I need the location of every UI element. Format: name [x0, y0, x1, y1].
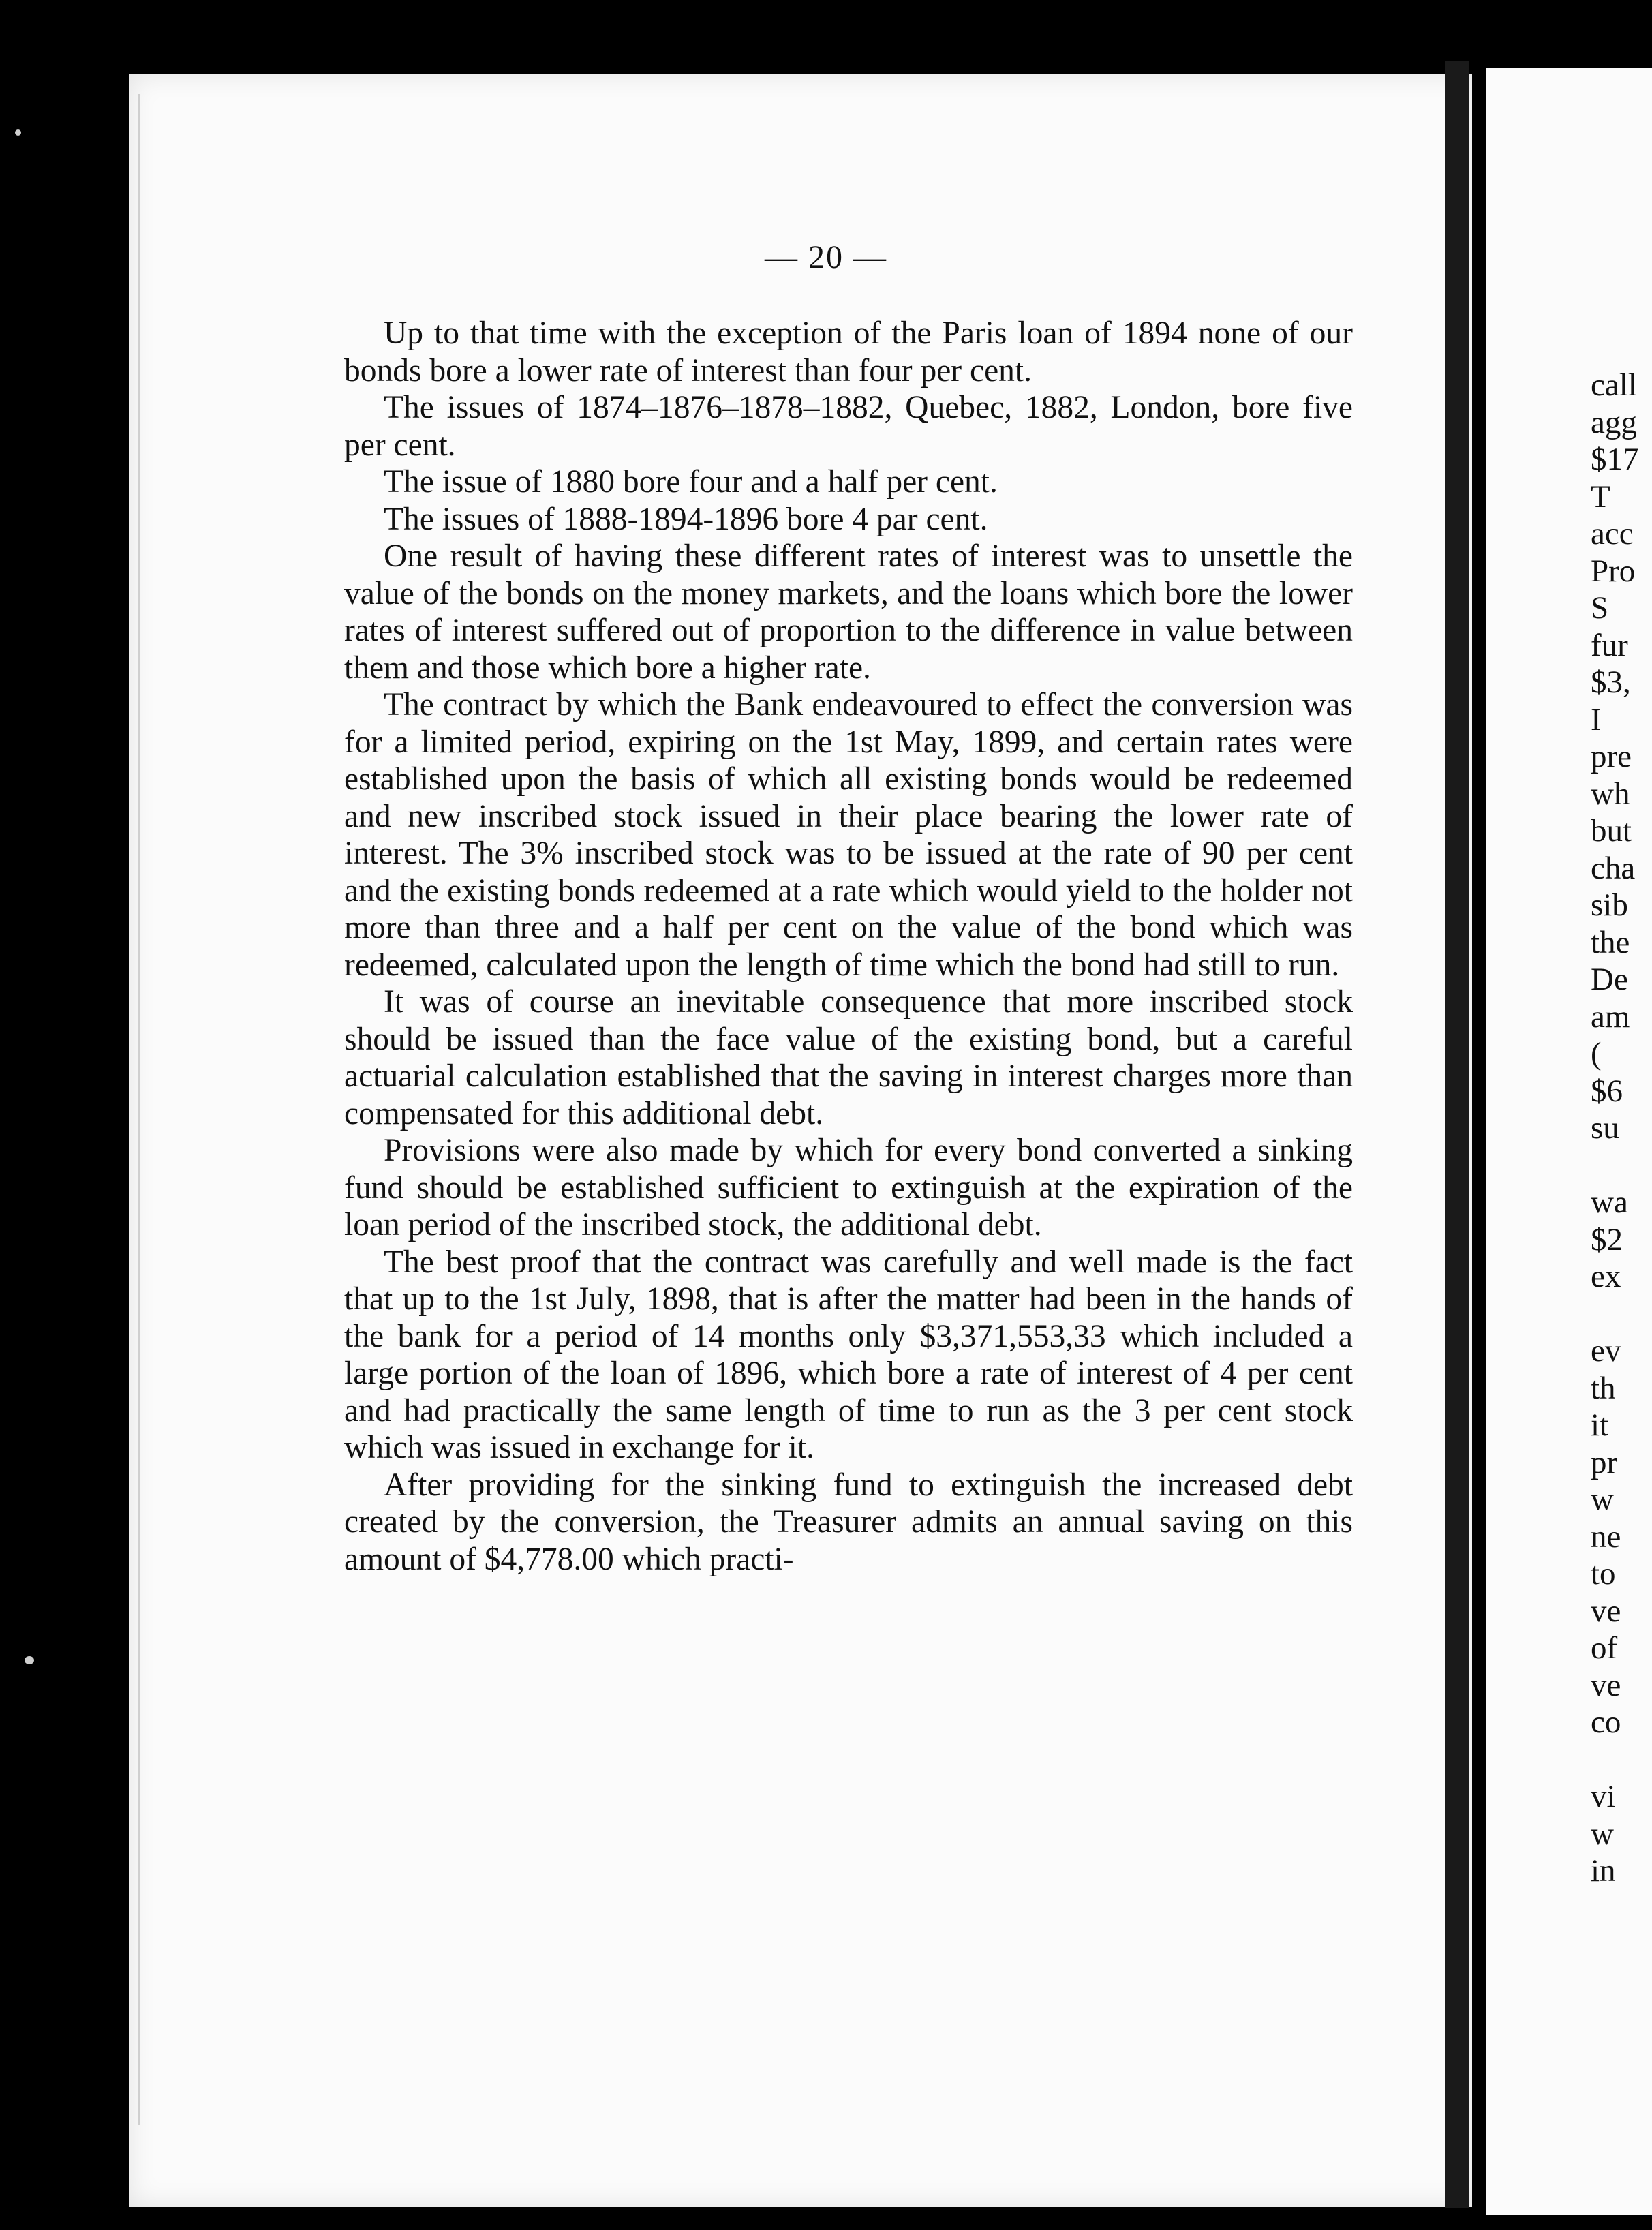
facing-line: T	[1591, 478, 1610, 515]
facing-line: wh	[1591, 776, 1630, 812]
paragraph-3: The issue of 1880 bore four and a half per cent.	[384, 464, 998, 500]
facing-line: fur	[1591, 627, 1628, 663]
facing-line: of	[1591, 1630, 1618, 1666]
facing-line: $2	[1591, 1221, 1623, 1257]
facing-line: to	[1591, 1556, 1616, 1591]
facing-line: Pro	[1591, 553, 1636, 589]
facing-line: vi	[1591, 1779, 1616, 1814]
facing-line: ve	[1591, 1593, 1621, 1629]
paragraph-6: The contract by which the Bank endeavoured to effect the conversion was for a limited period, expiring on the 1st May, 1899, and certain rates were established upon the basis of which all existing bonds would be redeemed and new inscribed stock issued in their place bearing the lower rate of interest. The 3% inscribed stock was to be issued at the rate of 90 per cent and the existing bonds redeemed at a rate which would yield to the holder not more than three and a half per cent on the value of the bond which was redeemed, calculated upon the length of time which the bond had still to run.	[344, 687, 1353, 983]
facing-line: w	[1591, 1816, 1614, 1852]
facing-line: $6	[1591, 1073, 1623, 1109]
facing-line: agg	[1591, 404, 1637, 440]
scan-speck	[15, 129, 21, 136]
facing-line: acc	[1591, 516, 1634, 551]
paragraph-5: One result of having these different rates of interest was to unsettle the value of the bonds on the money markets, and the loans which bore the lower rates of interest suffered out of proportion to the difference in value between them and those which bore a higher rate.	[344, 538, 1353, 686]
facing-line: wa	[1591, 1185, 1628, 1220]
book-gutter	[1445, 61, 1469, 2208]
page-edge-line	[138, 94, 140, 2125]
facing-line: ne	[1591, 1518, 1621, 1555]
facing-line: pre	[1591, 739, 1632, 774]
facing-line: S	[1591, 590, 1609, 626]
facing-line: call	[1591, 367, 1637, 403]
facing-line: ev	[1591, 1333, 1621, 1369]
facing-page-text	[1591, 367, 1652, 1890]
facing-line: ve	[1591, 1667, 1621, 1703]
page-number: — 20 —	[765, 239, 887, 275]
body-text	[344, 315, 1353, 1578]
paragraph-8: Provisions were also made by which for every bond converted a sinking fund should be established sufficient to extinguish at the expiration of the loan period of the inscribed stock, the additional debt.	[344, 1133, 1353, 1242]
facing-line	[1591, 1147, 1652, 1185]
facing-line: su	[1591, 1110, 1619, 1146]
facing-line: th	[1591, 1370, 1616, 1406]
facing-line: cha	[1591, 850, 1636, 886]
facing-line: De	[1591, 962, 1628, 997]
facing-line	[1591, 1296, 1652, 1333]
paragraph-10: After providing for the sinking fund to extinguish the increased debt created by the conversion, the Treasurer admits an annual saving on this amount of $4,778.00 which practi-	[344, 1467, 1353, 1577]
facing-line: $17	[1591, 442, 1639, 477]
paragraph-2: The issues of 1874–1876–1878–1882, Quebec, 1882, London, bore five per cent.	[344, 390, 1353, 463]
facing-line: am	[1591, 998, 1630, 1035]
paragraph-4: The issues of 1888-1894-1896 bore 4 par cent.	[384, 501, 988, 537]
facing-line: but	[1591, 813, 1632, 849]
facing-line: in	[1591, 1853, 1616, 1889]
facing-line	[1591, 1741, 1652, 1779]
facing-line: (	[1591, 1036, 1602, 1071]
facing-line: ex	[1591, 1259, 1621, 1294]
facing-line: I	[1591, 701, 1602, 737]
paragraph-9: The best proof that the contract was carefully and well made is the fact that up to the 1st July, 1898, that is after the matter had been in the hands of the bank for a period of 14 months only $3,371,553,33 which included a large portion of the loan of 1896, which bore a rate of interest of 4 per cent and had practically the same length of time to run as the 3 per cent stock which was issued in exchange for it.	[344, 1244, 1353, 1465]
facing-line: pr	[1591, 1444, 1618, 1480]
paragraph-1: Up to that time with the exception of the Paris loan of 1894 none of our bonds bore a lower rate of interest than four per cent.	[344, 316, 1353, 388]
scan-speck	[25, 1656, 34, 1664]
facing-line: w	[1591, 1482, 1614, 1517]
facing-line: $3,	[1591, 665, 1631, 700]
paragraph-7: It was of course an inevitable consequence that more inscribed stock should be issued than the face value of the existing bond, but a careful actuarial calculation established that the saving in interest charges more than compensated for this additional debt.	[344, 984, 1353, 1131]
facing-line: co	[1591, 1705, 1621, 1740]
facing-line: the	[1591, 924, 1630, 960]
facing-line: sib	[1591, 887, 1628, 923]
facing-line: it	[1591, 1407, 1609, 1443]
